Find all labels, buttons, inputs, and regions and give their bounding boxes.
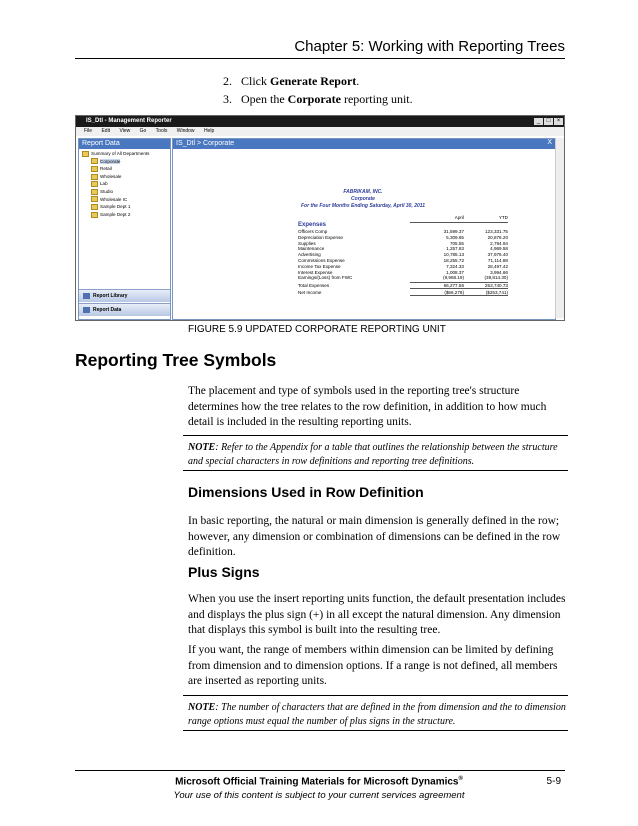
library-icon (83, 293, 90, 299)
tree-node[interactable] (82, 196, 170, 204)
folder-icon (91, 166, 98, 172)
value-april: (9,968.19) (443, 275, 464, 281)
row-label: Total Expenses (298, 282, 330, 288)
folder-icon (91, 174, 98, 180)
step-number: 2. (223, 74, 232, 88)
value-ytd: 2,794.94 (490, 240, 508, 246)
footer-agreement: Your use of this content is subject to your current services agreement (173, 790, 465, 801)
tree-node-label: Wholesale (100, 173, 122, 179)
value-ytd: 3,994.66 (490, 269, 508, 275)
value-ytd: (39,814.30) (484, 275, 508, 281)
step-bold: Corporate (287, 92, 341, 106)
value-april: 66,277.56 (443, 282, 464, 288)
step-bold: Generate Report (270, 74, 357, 88)
report-period: For the Four Months Ending Saturday, April 30, 2011 (301, 203, 425, 209)
note-box (183, 695, 568, 731)
row-label: Maintenance (298, 246, 325, 252)
row-label: Earnings/(Loss) from FWC (298, 275, 353, 281)
report-company: FABRIKAM, INC. (343, 189, 383, 195)
note-text: : The number of characters that are defined in the from dimension and the to dimension range options must equal the number of plus signs in the structure. (188, 702, 566, 727)
window-title: IS_Dtl - Management Reporter (86, 118, 172, 124)
menu-help[interactable]: Help (203, 128, 215, 134)
menu-edit[interactable]: Edit (101, 128, 111, 134)
value-april: 5,309.65 (446, 234, 464, 240)
row-label: Advertising (298, 252, 321, 258)
tree-node-label: Lab (100, 181, 108, 187)
value-ytd: 4,969.58 (490, 246, 508, 252)
folder-icon (91, 189, 98, 195)
close-icon[interactable]: × (554, 118, 563, 125)
subsection-paragraph: In basic reporting, the natural or main dimension is generally defined in the row; however, any dimension or combination of dimensions can be defined in the row definition. (188, 515, 561, 558)
value-april: 1,257.63 (446, 246, 464, 252)
figure-caption: FIGURE 5.9 UPDATED CORPORATE REPORTING UNIT (188, 324, 446, 335)
footer-title-text: Microsoft Official Training Materials for Microsoft Dynamics (175, 776, 459, 788)
button-label: Report Data (93, 307, 122, 313)
value-ytd: 123,331.75 (485, 229, 508, 234)
reporting-tree (79, 149, 170, 218)
folder-icon (91, 212, 98, 218)
section-title: Reporting Tree Symbols (75, 350, 277, 370)
step-2 (223, 74, 359, 89)
tree-node[interactable] (82, 188, 170, 196)
value-ytd: 253,740.73 (485, 282, 508, 288)
step-3 (223, 92, 413, 107)
report-data-panel (78, 138, 171, 320)
subsection-title: Plus Signs (188, 564, 260, 580)
figure-screenshot (75, 115, 565, 321)
tree-node-label: Wholesale IC (100, 196, 128, 202)
menu-view[interactable]: View (119, 128, 131, 134)
menu-window[interactable]: Window (176, 128, 195, 134)
step-number: 3. (223, 92, 232, 106)
tree-node[interactable] (82, 173, 170, 181)
value-ytd: 71,114.88 (487, 258, 508, 263)
chapter-header: Chapter 5: Working with Reporting Trees (294, 38, 565, 55)
step-text-end: reporting unit. (340, 92, 413, 106)
panel-title: Report Data (79, 139, 170, 149)
note-text: : Refer to the Appendix for a table that outlines the relationship between the structure and special characters in row definitions and reporting tree definitions. (188, 442, 558, 467)
value-april: 705.55 (449, 240, 464, 246)
header-rule (75, 58, 565, 59)
value-ytd: ($253,741) (485, 289, 508, 295)
tree-node-root[interactable] (82, 150, 170, 158)
minimize-icon[interactable]: _ (534, 118, 543, 125)
value-april: 7,324.33 (446, 263, 464, 269)
registered-mark: ® (458, 776, 463, 782)
header-underline (410, 222, 508, 223)
value-april: 31,599.37 (443, 229, 464, 234)
maximize-icon[interactable]: □ (544, 118, 553, 125)
tree-node-label: Retail (100, 166, 112, 172)
row-label: Interest Expense (298, 269, 333, 275)
value-ytd: 20,876.20 (487, 234, 508, 240)
row-label: Net Income (298, 289, 322, 295)
tree-node[interactable] (82, 165, 170, 173)
report-data-button[interactable] (79, 303, 170, 316)
column-header-april: April (454, 215, 464, 220)
folder-icon (91, 158, 98, 164)
note-label: NOTE (188, 442, 216, 453)
menu-bar (76, 127, 564, 136)
value-april: 1,008.37 (446, 269, 464, 275)
menu-tools[interactable]: Tools (155, 128, 168, 134)
vertical-scrollbar[interactable] (555, 138, 564, 318)
close-report-icon[interactable]: X (547, 139, 552, 146)
folder-icon (91, 196, 98, 202)
tree-node-label: Corporate (100, 158, 121, 164)
subsection-title: Dimensions Used in Row Definition (188, 484, 424, 500)
report-tab-title: IS_Dtl > Corporate (173, 139, 555, 149)
note-box (183, 435, 568, 471)
step-text: Open the (241, 92, 288, 106)
menu-file[interactable]: File (84, 128, 93, 134)
tree-node-label: Sample Dept 2 (100, 211, 131, 217)
intro-paragraph: The placement and type of symbols used in the reporting tree's structure determines how the tree relates to the row definition, in addition to how much detail is included in the resulting reporting units. (188, 385, 547, 428)
subsection-paragraph: When you use the insert reporting units function, the default presentation includes and displays the plus sign (+) in all except the natural dimension. Any dimension that displays this symbol is built into the resulting tree. (188, 593, 566, 636)
value-april: ($66,278) (444, 289, 464, 295)
folder-icon (82, 151, 89, 157)
button-label: Report Library (93, 293, 128, 299)
tree-node[interactable] (82, 211, 170, 219)
window-titlebar (76, 116, 564, 127)
row-label: Income Tax Expense (298, 263, 341, 269)
folder-icon (91, 181, 98, 187)
value-april: 18,255.72 (443, 258, 464, 263)
note-label: NOTE (188, 702, 216, 713)
tree-node-label: Sample Dept 1 (100, 204, 131, 210)
row-label: Supplies (298, 240, 316, 246)
report-unit: Corporate (351, 196, 375, 202)
tree-node-corporate[interactable] (82, 158, 170, 166)
tree-node[interactable] (82, 203, 170, 211)
value-ytd: 37,976.40 (487, 252, 508, 258)
folder-icon (91, 204, 98, 210)
row-label: Depreciation Expense (298, 234, 343, 240)
footer-rule (75, 770, 565, 771)
page-number: 5-9 (546, 776, 561, 787)
step-text: Click (241, 74, 270, 88)
row-label: Officers Comp (298, 229, 328, 234)
value-ytd: 28,497.42 (487, 263, 508, 269)
column-header-ytd: YTD (498, 215, 508, 220)
tree-node-label: Studio (100, 188, 114, 194)
value-april: 10,785.13 (443, 252, 464, 258)
subsection-paragraph: If you want, the range of members within dimension can be limited by defining from dimension and to dimension options. If a range is not defined, all members are inserted as reporting units. (188, 644, 558, 687)
tree-node-label: Summary of All Departments (91, 151, 150, 156)
section-expenses: Expenses (298, 222, 327, 228)
report-library-button[interactable] (79, 289, 170, 302)
footer-title (0, 776, 638, 787)
menu-go[interactable]: Go (139, 128, 147, 134)
row-label: Commissions Expense (298, 258, 345, 263)
data-icon (83, 307, 90, 313)
step-text-end: . (356, 74, 360, 88)
tree-node[interactable] (82, 180, 170, 188)
